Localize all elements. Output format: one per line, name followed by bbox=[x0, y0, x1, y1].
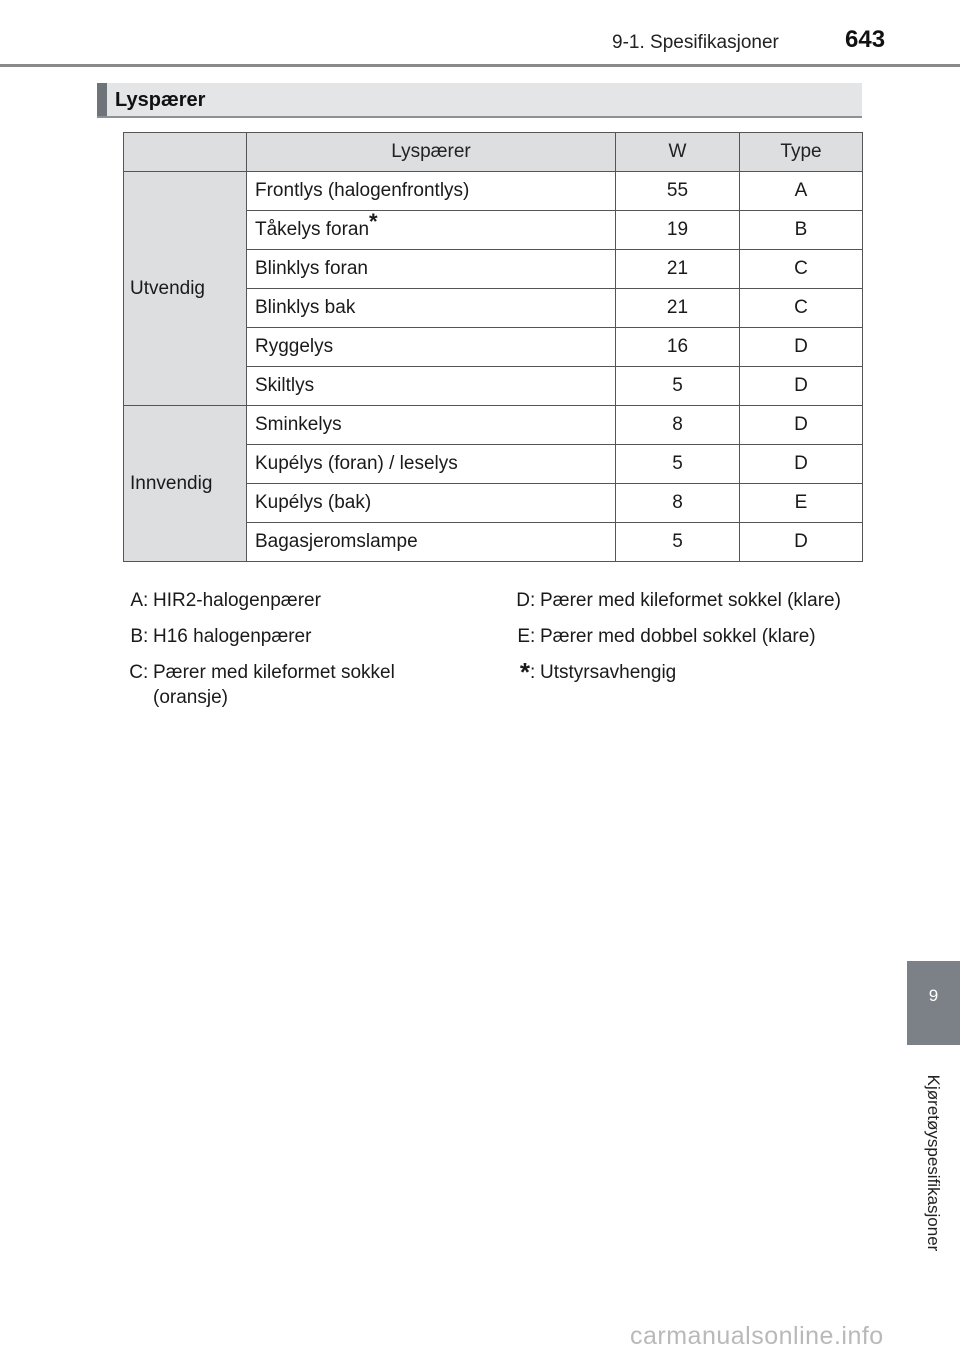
chapter-number: 9 bbox=[928, 986, 939, 1005]
footnote-asterisk: * bbox=[369, 209, 378, 234]
chapter-tab bbox=[907, 961, 960, 1045]
bulb-name-cell bbox=[247, 211, 616, 250]
legend-key: D bbox=[516, 590, 530, 611]
section-heading-bar bbox=[97, 83, 107, 116]
header-section-title: 9-1. Spesifikasjoner bbox=[612, 32, 779, 53]
section-heading-text: Lyspærer bbox=[115, 89, 206, 111]
bulb-name-cell: Skiltlys bbox=[247, 367, 616, 406]
watermark: carmanualsonline.info bbox=[630, 1322, 884, 1350]
table-row bbox=[124, 172, 863, 211]
wattage-cell: 55 bbox=[616, 172, 740, 211]
bulb-type-legend-right bbox=[502, 588, 862, 696]
bulb-name-cell: Kupélys (bak) bbox=[247, 484, 616, 523]
page-number: 643 bbox=[845, 26, 886, 53]
table-header-cell: W bbox=[616, 133, 740, 172]
bulb-name-cell: Sminkelys bbox=[247, 406, 616, 445]
legend-text: Pærer med dobbel sokkel (klare) bbox=[540, 626, 816, 647]
bulb-name-cell: Blinklys foran bbox=[247, 250, 616, 289]
wattage-cell: 19 bbox=[616, 211, 740, 250]
type-cell: D bbox=[740, 328, 863, 367]
page-header bbox=[0, 0, 960, 68]
header-rule bbox=[0, 64, 960, 67]
legend-text: H16 halogenpærer bbox=[153, 626, 312, 647]
bulb-name-cell: Ryggelys bbox=[247, 328, 616, 367]
group-cell-exterior: Utvendig bbox=[124, 172, 247, 406]
legend-item bbox=[115, 624, 465, 649]
legend-item bbox=[502, 624, 862, 649]
legend-key: B bbox=[130, 626, 143, 647]
legend-item bbox=[502, 588, 862, 613]
type-cell: D bbox=[740, 523, 863, 562]
bulb-name-cell: Blinklys bak bbox=[247, 289, 616, 328]
wattage-cell: 5 bbox=[616, 445, 740, 484]
bulb-name-cell: Bagasjeromslampe bbox=[247, 523, 616, 562]
legend-colon: : bbox=[143, 590, 149, 611]
legend-text: Pærer med kileformet sokkel (oransje) bbox=[153, 662, 395, 708]
legend-key: E bbox=[517, 626, 530, 647]
wattage-cell: 8 bbox=[616, 406, 740, 445]
legend-key: C bbox=[129, 662, 143, 683]
type-cell: D bbox=[740, 367, 863, 406]
bulb-table bbox=[123, 132, 863, 562]
legend-text: Utstyrsavhengig bbox=[540, 662, 677, 683]
type-cell: C bbox=[740, 289, 863, 328]
group-cell-interior: Innvendig bbox=[124, 406, 247, 562]
legend-item bbox=[115, 660, 465, 710]
bulb-type-legend-left bbox=[115, 588, 465, 721]
legend-text: Pærer med kileformet sokkel (klare) bbox=[540, 590, 841, 611]
type-cell: D bbox=[740, 406, 863, 445]
legend-text: HIR2-halogenpærer bbox=[153, 590, 321, 611]
type-cell: B bbox=[740, 211, 863, 250]
table-header-cell bbox=[124, 133, 247, 172]
wattage-cell: 21 bbox=[616, 289, 740, 328]
type-cell: C bbox=[740, 250, 863, 289]
legend-colon: : bbox=[143, 626, 149, 647]
legend-key-asterisk: * bbox=[519, 657, 530, 687]
table-header-cell: Type bbox=[740, 133, 863, 172]
legend-colon: : bbox=[530, 626, 536, 647]
table-row bbox=[124, 406, 863, 445]
legend-key: A bbox=[130, 590, 143, 611]
legend-colon: : bbox=[143, 662, 149, 683]
wattage-cell: 8 bbox=[616, 484, 740, 523]
legend-colon: : bbox=[530, 590, 536, 611]
type-cell: D bbox=[740, 445, 863, 484]
bulb-name-cell: Kupélys (foran) / leselys bbox=[247, 445, 616, 484]
legend-item bbox=[115, 588, 465, 613]
legend-colon: : bbox=[530, 662, 536, 683]
legend-item bbox=[502, 657, 862, 687]
section-heading bbox=[97, 83, 862, 118]
chapter-label-text: Kjøretøyspesifikasjoner bbox=[924, 1074, 943, 1252]
table-header-row bbox=[124, 133, 863, 172]
type-cell: E bbox=[740, 484, 863, 523]
wattage-cell: 5 bbox=[616, 367, 740, 406]
wattage-cell: 16 bbox=[616, 328, 740, 367]
type-cell: A bbox=[740, 172, 863, 211]
wattage-cell: 21 bbox=[616, 250, 740, 289]
wattage-cell: 5 bbox=[616, 523, 740, 562]
table-header-cell: Lyspærer bbox=[247, 133, 616, 172]
bulb-name-cell: Frontlys (halogenfrontlys) bbox=[247, 172, 616, 211]
bulb-name-text: Tåkelys foran bbox=[255, 219, 370, 240]
